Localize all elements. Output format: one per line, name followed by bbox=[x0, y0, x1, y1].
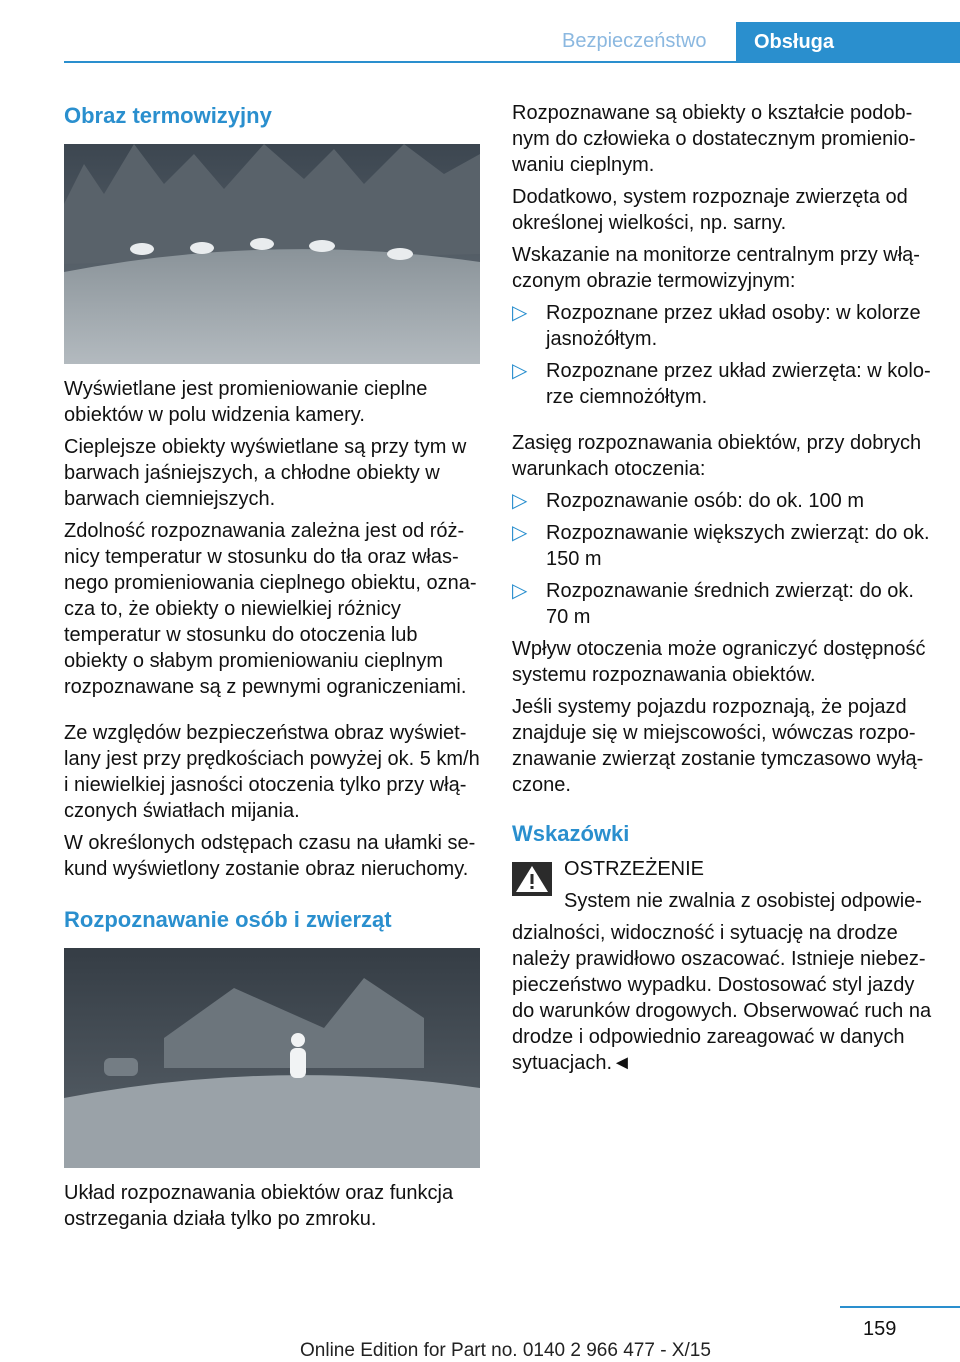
right-column bbox=[512, 100, 932, 1082]
thermal-image-animals bbox=[64, 144, 480, 364]
paragraph: Wskazanie na monitorze centralnym przy włą- czonym obrazie termowizyjnym: bbox=[512, 244, 920, 292]
paragraph: Układ rozpoznawania obiektów oraz funkcja ostrzegania działa tylko po zmroku. bbox=[64, 1182, 454, 1230]
heading-notes: Wskazówki bbox=[512, 821, 630, 846]
list-item: ▷ Rozpoznawanie osób: do ok. 100 m bbox=[512, 490, 864, 512]
display-colors-list bbox=[512, 300, 932, 410]
paragraph: Ze względów bezpieczeństwa obraz wyświet- lany jest przy prędkościach powyżej ok. 5 km/h i niewielkiej jasności otoczenia tylko przy włą- czonych światłach mijania. bbox=[64, 722, 480, 822]
paragraph: Jeśli systemy pojazdu rozpoznają, że pojazd znajduje się w miejscowości, wówczas rozpo- znawanie zwierząt zostanie tymczasowo wyłą- czone. bbox=[512, 696, 924, 796]
page-number: 159 bbox=[863, 1318, 897, 1340]
left-column bbox=[64, 100, 484, 1238]
paragraph: Wpływ otoczenia może ograniczyć dostępność systemu rozpoznawania obiektów. bbox=[512, 638, 926, 686]
triangle-bullet-icon: ▷ bbox=[512, 522, 528, 544]
paragraph: Zasięg rozpoznawania obiektów, przy dobrych warunkach otoczenia: bbox=[512, 432, 922, 480]
list-item: ▷ Rozpoznawanie średnich zwierząt: do ok. 70 m bbox=[512, 580, 914, 628]
paragraph: Dodatkowo, system rozpoznaje zwierzęta od określonej wielkości, np. sarny. bbox=[512, 186, 908, 234]
paragraph: Wyświetlane jest promieniowanie cieplne obiektów w polu widzenia kamery. bbox=[64, 378, 428, 426]
triangle-bullet-icon: ▷ bbox=[512, 490, 528, 512]
header-divider bbox=[64, 61, 960, 63]
warning-text: dzialności, widoczność i sytuację na drodze należy prawidłowo oszacować. Istnieje niebez- pieczeństwo wypadku. Dostosować styl jazdy do warunków drogowych. Obserwować ruch na drodze i odpowiednio zareagować w danych sytuacjach.◄ bbox=[512, 922, 932, 1074]
list-item: ▷ Rozpoznane przez układ zwierzęta: w kolo- rze ciemnożółtym. bbox=[512, 360, 931, 408]
warning-first-line: System nie zwalnia z osobistej odpowie- bbox=[564, 890, 922, 912]
triangle-bullet-icon: ▷ bbox=[512, 580, 528, 602]
paragraph: Zdolność rozpoznawania zależna jest od róż- nicy temperatur w stosunku do tła oraz włas- nego promieniowania cieplnego obiektu, ozna- cza to, że obiekty o niewielkiej różnicy temperatur w stosunku do otoczenia lub obiekty o słabym promieniowaniu cieplnym rozpoznawane są z pewnymi ograniczeniami. bbox=[64, 520, 477, 698]
triangle-bullet-icon: ▷ bbox=[512, 302, 528, 324]
page-header bbox=[0, 0, 960, 62]
edition-footer: Online Edition for Part no. 0140 2 966 477 - X/15 bbox=[300, 1340, 711, 1361]
heading-people-animals: Rozpoznawanie osób i zwierząt bbox=[64, 907, 392, 932]
warning-title: OSTRZEŻENIE bbox=[564, 858, 705, 880]
paragraph: Cieplejsze obiekty wyświetlane są przy tym w barwach jaśniejszych, a chłodne obiekty w barwach ciemniejszych. bbox=[64, 436, 467, 510]
thermal-image-pedestrian bbox=[64, 948, 480, 1168]
paragraph: Rozpoznawane są obiekty o kształcie podob- nym do człowieka o dostatecznym promienio- waniu cieplnym. bbox=[512, 102, 916, 176]
heading-thermal-image: Obraz termowizyjny bbox=[64, 103, 272, 128]
warning-triangle-icon bbox=[512, 862, 552, 896]
footer-divider bbox=[840, 1306, 960, 1308]
paragraph: W określonych odstępach czasu na ułamki se- kund wyświetlony zostanie obraz nieruchomy. bbox=[64, 832, 476, 880]
triangle-bullet-icon: ▷ bbox=[512, 360, 528, 382]
warning-block bbox=[512, 856, 932, 1076]
section-tab-operation: Obsługa bbox=[736, 22, 960, 62]
section-tab-safety: Bezpieczeństwo bbox=[562, 30, 707, 52]
list-item: ▷ Rozpoznane przez układ osoby: w kolorze jasnożółtym. bbox=[512, 302, 921, 350]
list-item: ▷ Rozpoznawanie większych zwierząt: do ok. 150 m bbox=[512, 522, 930, 570]
range-list bbox=[512, 488, 932, 630]
